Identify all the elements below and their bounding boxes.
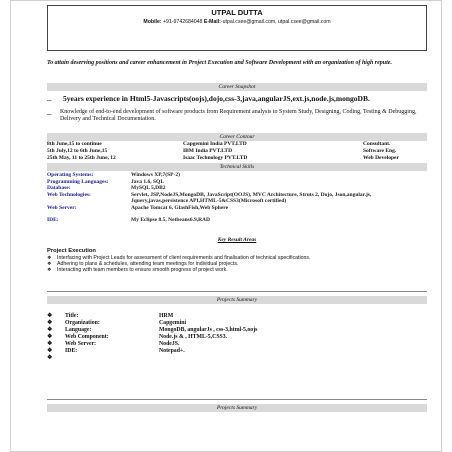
kra-bullet-text: Interacting with team members to ensure smooth progress of project work. [57, 267, 228, 274]
diamond-bullet-icon: ❖ [47, 334, 53, 340]
skill-key: IDE: [47, 216, 59, 223]
mobile-label: Mobile: [143, 19, 162, 25]
projects-summary-heading: Projects Summary [47, 296, 427, 304]
table-row [47, 348, 427, 355]
table-row [47, 327, 427, 334]
project-value: Node.js & , HTML-5,CSS3. [159, 334, 228, 340]
list-item [47, 109, 427, 123]
project-value: Capgemini [159, 320, 187, 326]
kra-bullet-text: Interfacing with Project Leads for assessment of client requirements and finalisation of technical specifications. [57, 255, 311, 261]
project-key [65, 355, 159, 362]
skill-value: Java 1.6, SQL [131, 178, 165, 185]
table-row [47, 192, 427, 205]
kra-bullet-text: Adhering to plans & schedules, attending team meetings for individual projects. [57, 261, 239, 268]
project-value: HRM [159, 313, 174, 319]
role-cell: Consultant. [363, 141, 391, 147]
dash-bullet: – [47, 95, 52, 105]
table-row [47, 313, 427, 320]
diamond-bullet-icon: ❖ [47, 327, 53, 333]
projects-summary-table [47, 313, 427, 362]
table-row [47, 334, 427, 341]
career-snapshot-heading: Career Snapshot [47, 83, 427, 91]
role-cell: Web Developer [363, 155, 399, 161]
table-row [47, 172, 427, 179]
resume-page [10, 0, 442, 452]
skill-value: Servlet, JSP,NodeJS,MongoDB, JavaScript(OOJS), MVC Architecture, Struts 2, Dojo, Json,angular.js, Jquery,javas.persistence API,HTML-5&CSS3(Microsoft certified) [131, 191, 372, 205]
skill-key: Web Server: [47, 204, 77, 211]
skill-key: Programming Languages: [47, 178, 109, 185]
project-value: MongoDB, angularJs , css-3,html-5,oojs [159, 327, 258, 333]
list-item [47, 95, 427, 105]
skill-value: Apache Tomcat 6, GlashFish,Web Sphere [131, 204, 229, 211]
snapshot-item-text: 5years experience in Html5-Javascripts(oojs),dojo,css-3,java,angularJS,ext.js,node.js,mongoDB. [63, 94, 370, 103]
project-key: Web Component: [65, 334, 109, 340]
role-cell: Software Eng. [363, 148, 397, 154]
diamond-bullet-icon: ❖ [47, 355, 53, 361]
email-label: E-Mail: [203, 19, 221, 25]
table-row [47, 148, 427, 155]
section-divider [47, 291, 427, 292]
diamond-bullet-icon: ❖ [47, 348, 53, 354]
project-value: NodeJS. [159, 341, 180, 347]
table-row [47, 341, 427, 348]
period-cell: 8th June,15 to continue [47, 141, 102, 147]
email-address: -utpal.csee@gmail.com, utpal.csee@gmail.com [220, 19, 331, 25]
skill-key: Operating Systems: [47, 172, 94, 178]
skill-key: Database: [47, 185, 71, 192]
table-row [47, 155, 427, 162]
section-divider [47, 399, 427, 400]
diamond-bullet-icon: ❖ [47, 267, 52, 274]
table-row [47, 179, 427, 186]
project-execution-section [47, 248, 427, 274]
objective-text: To attain deserving positions and career enhancement in Project Execution and Software Development with an organization of high repute. [47, 60, 392, 66]
project-value: Notepad+. [159, 348, 185, 354]
table-row [47, 205, 427, 212]
snapshot-item-text: Knowledge of end-to-end development of software products from Requirement analysis to System Study, Designing, Coding, Testing & Debugging, Delivery and Technical Documentation. [59, 109, 417, 122]
project-key: Web Server: [65, 341, 97, 347]
table-row [47, 141, 427, 148]
contact-line [48, 19, 426, 25]
table-row [47, 355, 427, 362]
career-contour-table [47, 141, 427, 162]
technical-skills-table [47, 172, 427, 223]
period-cell: 25th May, 11 to 25th June, 12 [47, 155, 116, 161]
diamond-bullet-icon: ❖ [47, 341, 53, 347]
skill-key: Web Technologies: [47, 191, 91, 198]
project-value [159, 355, 427, 362]
diamond-bullet-icon: ❖ [47, 320, 53, 326]
projects-summary-heading-2: Projects Summary [47, 404, 427, 412]
project-key: IDE: [65, 348, 78, 354]
resume-header [47, 5, 427, 51]
dash-bullet: – [47, 109, 52, 119]
period-cell: 5th July,12 to 6th June,15 [47, 148, 108, 154]
mobile-number: +91-9742684048 [163, 19, 203, 25]
table-row [47, 217, 427, 224]
skill-value: Windows XP,7(SP-2) [131, 172, 180, 178]
company-cell: IBM India PVT.LTD [183, 148, 233, 154]
career-snapshot-list [47, 95, 427, 123]
key-result-areas-heading: Key Result Areas [217, 237, 257, 243]
project-key: Title: [65, 313, 79, 319]
project-key: Language: [65, 327, 92, 333]
skill-value: MySQL 5,DB2 [131, 185, 166, 192]
diamond-bullet-icon: ❖ [47, 255, 52, 261]
candidate-name: UTPAL DUTTA [211, 8, 263, 17]
table-row [47, 185, 427, 192]
skill-value: My Eclipse 8.5, Netbeans6.9,RAD [131, 216, 210, 223]
technical-skills-heading: Technical Skills [47, 163, 427, 171]
list-item [47, 267, 427, 273]
table-row [47, 320, 427, 327]
project-key: Organization: [65, 320, 100, 326]
career-contour-heading: Career Contour [47, 133, 427, 141]
project-execution-heading: Project Execution [47, 248, 96, 254]
diamond-bullet-icon: ❖ [47, 313, 53, 319]
company-cell: Capgemini India PVT.LTD [183, 141, 247, 147]
company-cell: Isaac Technology PVT.LTD [183, 155, 248, 161]
diamond-bullet-icon: ❖ [47, 261, 52, 268]
